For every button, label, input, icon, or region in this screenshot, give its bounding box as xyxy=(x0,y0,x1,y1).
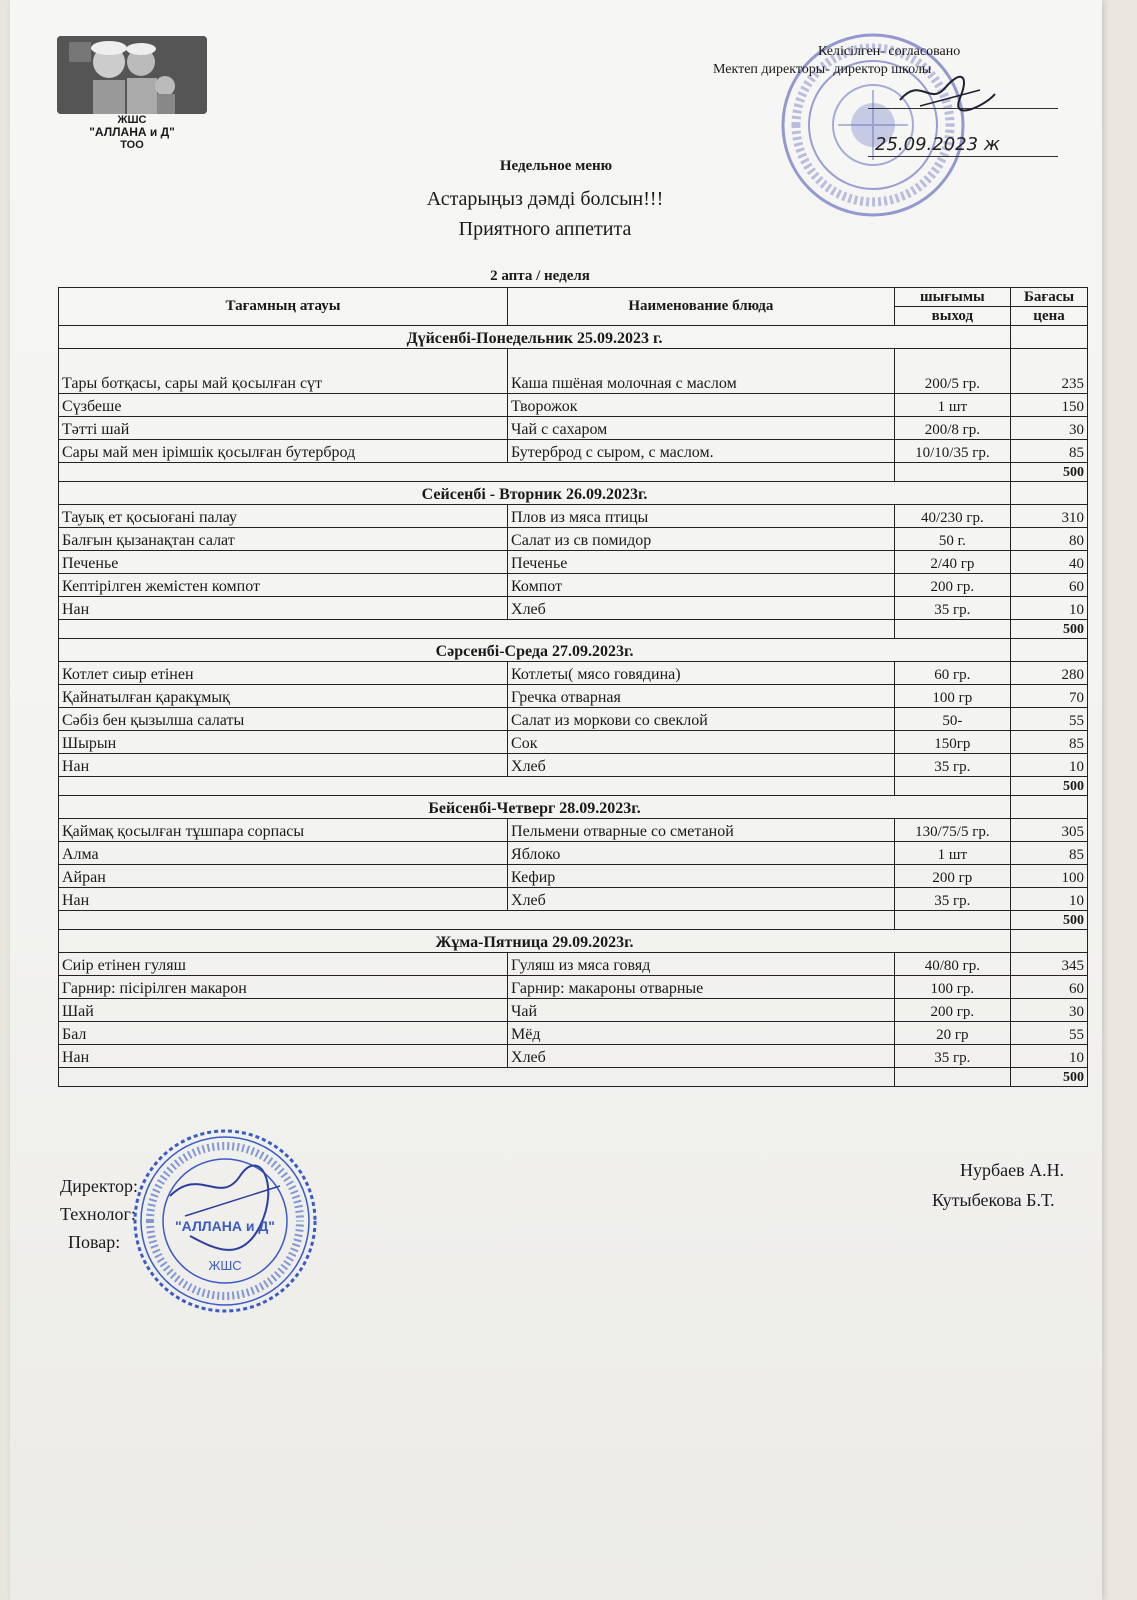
document-page xyxy=(10,0,1102,1600)
dish-name-russian: Гуляш из мяса говяд xyxy=(508,953,895,976)
header-name-russian: Наименование блюда xyxy=(508,288,895,326)
technologist-label: Технолог: xyxy=(60,1204,136,1224)
dish-name-kazakh: Айран xyxy=(59,865,508,888)
menu-item-row xyxy=(59,865,1088,888)
dish-name-kazakh: Тәтті шай xyxy=(59,417,508,440)
dish-name-russian: Чай xyxy=(508,999,895,1022)
dish-name-russian: Хлеб xyxy=(508,1045,895,1068)
header-price-kazakh: Бағасы xyxy=(1011,288,1088,307)
day-title-empty xyxy=(1011,930,1088,953)
dish-price: 10 xyxy=(1011,888,1088,911)
day-header-row xyxy=(59,639,1088,662)
dish-output: 40/80 гр. xyxy=(894,953,1010,976)
dish-name-russian: Мёд xyxy=(508,1022,895,1045)
week-label: 2 апта / неделя xyxy=(490,268,590,284)
day-total-value: 500 xyxy=(1011,620,1088,639)
dish-output: 2/40 гр xyxy=(894,551,1010,574)
dish-name-kazakh: Нан xyxy=(59,597,508,620)
dish-name-kazakh: Нан xyxy=(59,754,508,777)
dish-name-kazakh: Шай xyxy=(59,999,508,1022)
menu-item-row xyxy=(59,349,1088,394)
menu-item-row xyxy=(59,708,1088,731)
dish-output: 200 гр. xyxy=(894,574,1010,597)
menu-item-row xyxy=(59,505,1088,528)
dish-name-kazakh: Тары ботқасы, сары май қосылған сүт xyxy=(59,349,508,394)
dish-price: 30 xyxy=(1011,417,1088,440)
dish-output: 100 гр xyxy=(894,685,1010,708)
day-title: Сәрсенбі-Среда 27.09.2023г. xyxy=(59,639,1011,662)
approval-date: 25.09.2023 ж xyxy=(875,134,1000,155)
approval-agreed-label: Келісілген- согласовано xyxy=(818,44,961,59)
header-price-russian: цена xyxy=(1011,307,1088,326)
dish-name-russian: Хлеб xyxy=(508,754,895,777)
menu-item-row xyxy=(59,551,1088,574)
dish-name-russian: Хлеб xyxy=(508,888,895,911)
menu-body xyxy=(59,326,1088,1087)
dish-price: 280 xyxy=(1011,662,1088,685)
dish-name-russian: Сок xyxy=(508,731,895,754)
menu-item-row xyxy=(59,597,1088,620)
menu-item-row xyxy=(59,819,1088,842)
director-name: Нурбаев А.Н. xyxy=(960,1160,1065,1180)
dish-name-russian: Салат из св помидор xyxy=(508,528,895,551)
cook-label: Повар: xyxy=(68,1232,121,1252)
menu-item-row xyxy=(59,976,1088,999)
day-header-row xyxy=(59,796,1088,819)
day-total-empty-output xyxy=(894,463,1010,482)
dish-name-russian: Яблоко xyxy=(508,842,895,865)
dish-name-kazakh: Қаймақ қосылған тұшпара сорпасы xyxy=(59,819,508,842)
day-total-value: 500 xyxy=(1011,1068,1088,1087)
dish-price: 60 xyxy=(1011,976,1088,999)
logo-org-type: ЖШС xyxy=(117,114,147,126)
day-total-value: 500 xyxy=(1011,911,1088,930)
dish-name-kazakh: Қайнатылған қаракұмық xyxy=(59,685,508,708)
dish-price: 10 xyxy=(1011,754,1088,777)
menu-item-row xyxy=(59,662,1088,685)
menu-item-row xyxy=(59,440,1088,463)
day-title: Бейсенбі-Четверг 28.09.2023г. xyxy=(59,796,1011,819)
dish-name-russian: Гречка отварная xyxy=(508,685,895,708)
dish-price: 305 xyxy=(1011,819,1088,842)
menu-item-row xyxy=(59,754,1088,777)
dish-output: 40/230 гр. xyxy=(894,505,1010,528)
day-title: Сейсенбі - Вторник 26.09.2023г. xyxy=(59,482,1011,505)
menu-table xyxy=(58,287,1088,1087)
approval-director-label: Мектеп директоры- директор школы xyxy=(713,62,932,77)
menu-item-row xyxy=(59,731,1088,754)
header-name-kazakh: Тағамның атауы xyxy=(59,288,508,326)
dish-output: 35 гр. xyxy=(894,1045,1010,1068)
menu-item-row xyxy=(59,394,1088,417)
greeting-russian: Приятного аппетита xyxy=(458,218,632,240)
dish-output: 35 гр. xyxy=(894,597,1010,620)
dish-name-kazakh: Сүзбеше xyxy=(59,394,508,417)
day-total-empty xyxy=(59,463,895,482)
day-title-empty xyxy=(1011,796,1088,819)
dish-name-kazakh: Тауық ет қосыоғані палау xyxy=(59,505,508,528)
menu-title: Недельное меню xyxy=(499,158,613,174)
dish-price: 60 xyxy=(1011,574,1088,597)
day-total-value: 500 xyxy=(1011,463,1088,482)
dish-name-kazakh: Шырын xyxy=(59,731,508,754)
header-output-russian: выход xyxy=(894,307,1010,326)
dish-price: 310 xyxy=(1011,505,1088,528)
day-total-value: 500 xyxy=(1011,777,1088,796)
dish-name-kazakh: Нан xyxy=(59,1045,508,1068)
greeting-kazakh: Астарыңыз дәмді болсын!!! xyxy=(426,188,664,210)
dish-output: 35 гр. xyxy=(894,754,1010,777)
dish-output: 150гр xyxy=(894,731,1010,754)
dish-price: 70 xyxy=(1011,685,1088,708)
dish-name-russian: Бутерброд с сыром, с маслом. xyxy=(508,440,895,463)
dish-price: 85 xyxy=(1011,440,1088,463)
dish-price: 345 xyxy=(1011,953,1088,976)
dish-name-russian: Хлеб xyxy=(508,597,895,620)
dish-price: 100 xyxy=(1011,865,1088,888)
dish-output: 20 гр xyxy=(894,1022,1010,1045)
technologist-name: Кутыбекова Б.Т. xyxy=(932,1190,1055,1210)
director-label: Директор: xyxy=(60,1176,139,1196)
dish-name-kazakh: Алма xyxy=(59,842,508,865)
day-total-empty-output xyxy=(894,911,1010,930)
menu-item-row xyxy=(59,1045,1088,1068)
menu-item-row xyxy=(59,417,1088,440)
director-signature xyxy=(890,66,1000,116)
dish-name-kazakh: Котлет сиыр етінен xyxy=(59,662,508,685)
dish-price: 55 xyxy=(1011,1022,1088,1045)
dish-price: 55 xyxy=(1011,708,1088,731)
day-total-row xyxy=(59,777,1088,796)
logo-org-type-ru: ТОО xyxy=(120,139,144,151)
day-total-empty xyxy=(59,911,895,930)
dish-output: 60 гр. xyxy=(894,662,1010,685)
dish-name-kazakh: Нан xyxy=(59,888,508,911)
day-total-empty-output xyxy=(894,620,1010,639)
day-title-empty xyxy=(1011,639,1088,662)
dish-name-russian: Чай с сахаром xyxy=(508,417,895,440)
dish-name-kazakh: Сиір етінен гуляш xyxy=(59,953,508,976)
company-logo xyxy=(52,36,212,151)
dish-name-russian: Гарнир: макароны отварные xyxy=(508,976,895,999)
day-title: Жұма-Пятница 29.09.2023г. xyxy=(59,930,1011,953)
day-total-row xyxy=(59,1068,1088,1087)
company-stamp xyxy=(130,1126,320,1316)
dish-price: 85 xyxy=(1011,731,1088,754)
menu-item-row xyxy=(59,842,1088,865)
menu-item-row xyxy=(59,999,1088,1022)
dish-name-russian: Творожок xyxy=(508,394,895,417)
dish-name-russian: Каша пшёная молочная с маслом xyxy=(508,349,895,394)
day-total-empty xyxy=(59,620,895,639)
dish-output: 1 шт xyxy=(894,842,1010,865)
menu-item-row xyxy=(59,528,1088,551)
dish-name-kazakh: Сәбіз бен қызылша салаты xyxy=(59,708,508,731)
dish-output: 200 гр. xyxy=(894,999,1010,1022)
dish-output: 200/5 гр. xyxy=(894,349,1010,394)
dish-output: 1 шт xyxy=(894,394,1010,417)
day-title-empty xyxy=(1011,326,1088,349)
menu-item-row xyxy=(59,1022,1088,1045)
menu-item-row xyxy=(59,685,1088,708)
dish-price: 10 xyxy=(1011,597,1088,620)
dish-name-kazakh: Гарнир: пісірілген макарон xyxy=(59,976,508,999)
dish-name-kazakh: Кептірілген жемістен компот xyxy=(59,574,508,597)
dish-price: 10 xyxy=(1011,1045,1088,1068)
company-stamp-type: ЖШС xyxy=(208,1258,242,1273)
day-total-row xyxy=(59,911,1088,930)
logo-company-name: "АЛЛАНА и Д" xyxy=(89,125,175,139)
header-output-kazakh: шығымы xyxy=(894,288,1010,307)
dish-name-kazakh: Балғын қызанақтан салат xyxy=(59,528,508,551)
day-total-empty xyxy=(59,777,895,796)
dish-price: 150 xyxy=(1011,394,1088,417)
dish-name-russian: Печенье xyxy=(508,551,895,574)
day-header-row xyxy=(59,482,1088,505)
company-stamp-name: "АЛЛАНА и Д" xyxy=(175,1218,275,1234)
dish-output: 200/8 гр. xyxy=(894,417,1010,440)
dish-output: 35 гр. xyxy=(894,888,1010,911)
dish-name-kazakh: Бал xyxy=(59,1022,508,1045)
dish-output: 100 гр. xyxy=(894,976,1010,999)
dish-output: 50 г. xyxy=(894,528,1010,551)
day-title-empty xyxy=(1011,482,1088,505)
day-total-empty-output xyxy=(894,1068,1010,1087)
day-total-row xyxy=(59,463,1088,482)
dish-name-russian: Котлеты( мясо говядина) xyxy=(508,662,895,685)
dish-output: 130/75/5 гр. xyxy=(894,819,1010,842)
day-header-row xyxy=(59,930,1088,953)
dish-name-russian: Плов из мяса птицы xyxy=(508,505,895,528)
day-total-row xyxy=(59,620,1088,639)
menu-item-row xyxy=(59,888,1088,911)
approval-date-line xyxy=(868,156,1058,157)
dish-name-russian: Кефир xyxy=(508,865,895,888)
day-total-empty-output xyxy=(894,777,1010,796)
dish-output: 10/10/35 гр. xyxy=(894,440,1010,463)
dish-price: 80 xyxy=(1011,528,1088,551)
dish-output: 200 гр xyxy=(894,865,1010,888)
menu-item-row xyxy=(59,953,1088,976)
dish-name-russian: Компот xyxy=(508,574,895,597)
day-title: Дүйсенбі-Понедельник 25.09.2023 г. xyxy=(59,326,1011,349)
dish-output: 50- xyxy=(894,708,1010,731)
dish-price: 235 xyxy=(1011,349,1088,394)
dish-price: 30 xyxy=(1011,999,1088,1022)
day-total-empty xyxy=(59,1068,895,1087)
dish-price: 40 xyxy=(1011,551,1088,574)
menu-item-row xyxy=(59,574,1088,597)
dish-name-russian: Салат из моркови со свеклой xyxy=(508,708,895,731)
logo-image xyxy=(57,36,207,114)
dish-price: 85 xyxy=(1011,842,1088,865)
dish-name-russian: Пельмени отварные со сметаной xyxy=(508,819,895,842)
dish-name-kazakh: Печенье xyxy=(59,551,508,574)
dish-name-kazakh: Сары май мен ірімшік қосылған бутерброд xyxy=(59,440,508,463)
day-header-row xyxy=(59,326,1088,349)
